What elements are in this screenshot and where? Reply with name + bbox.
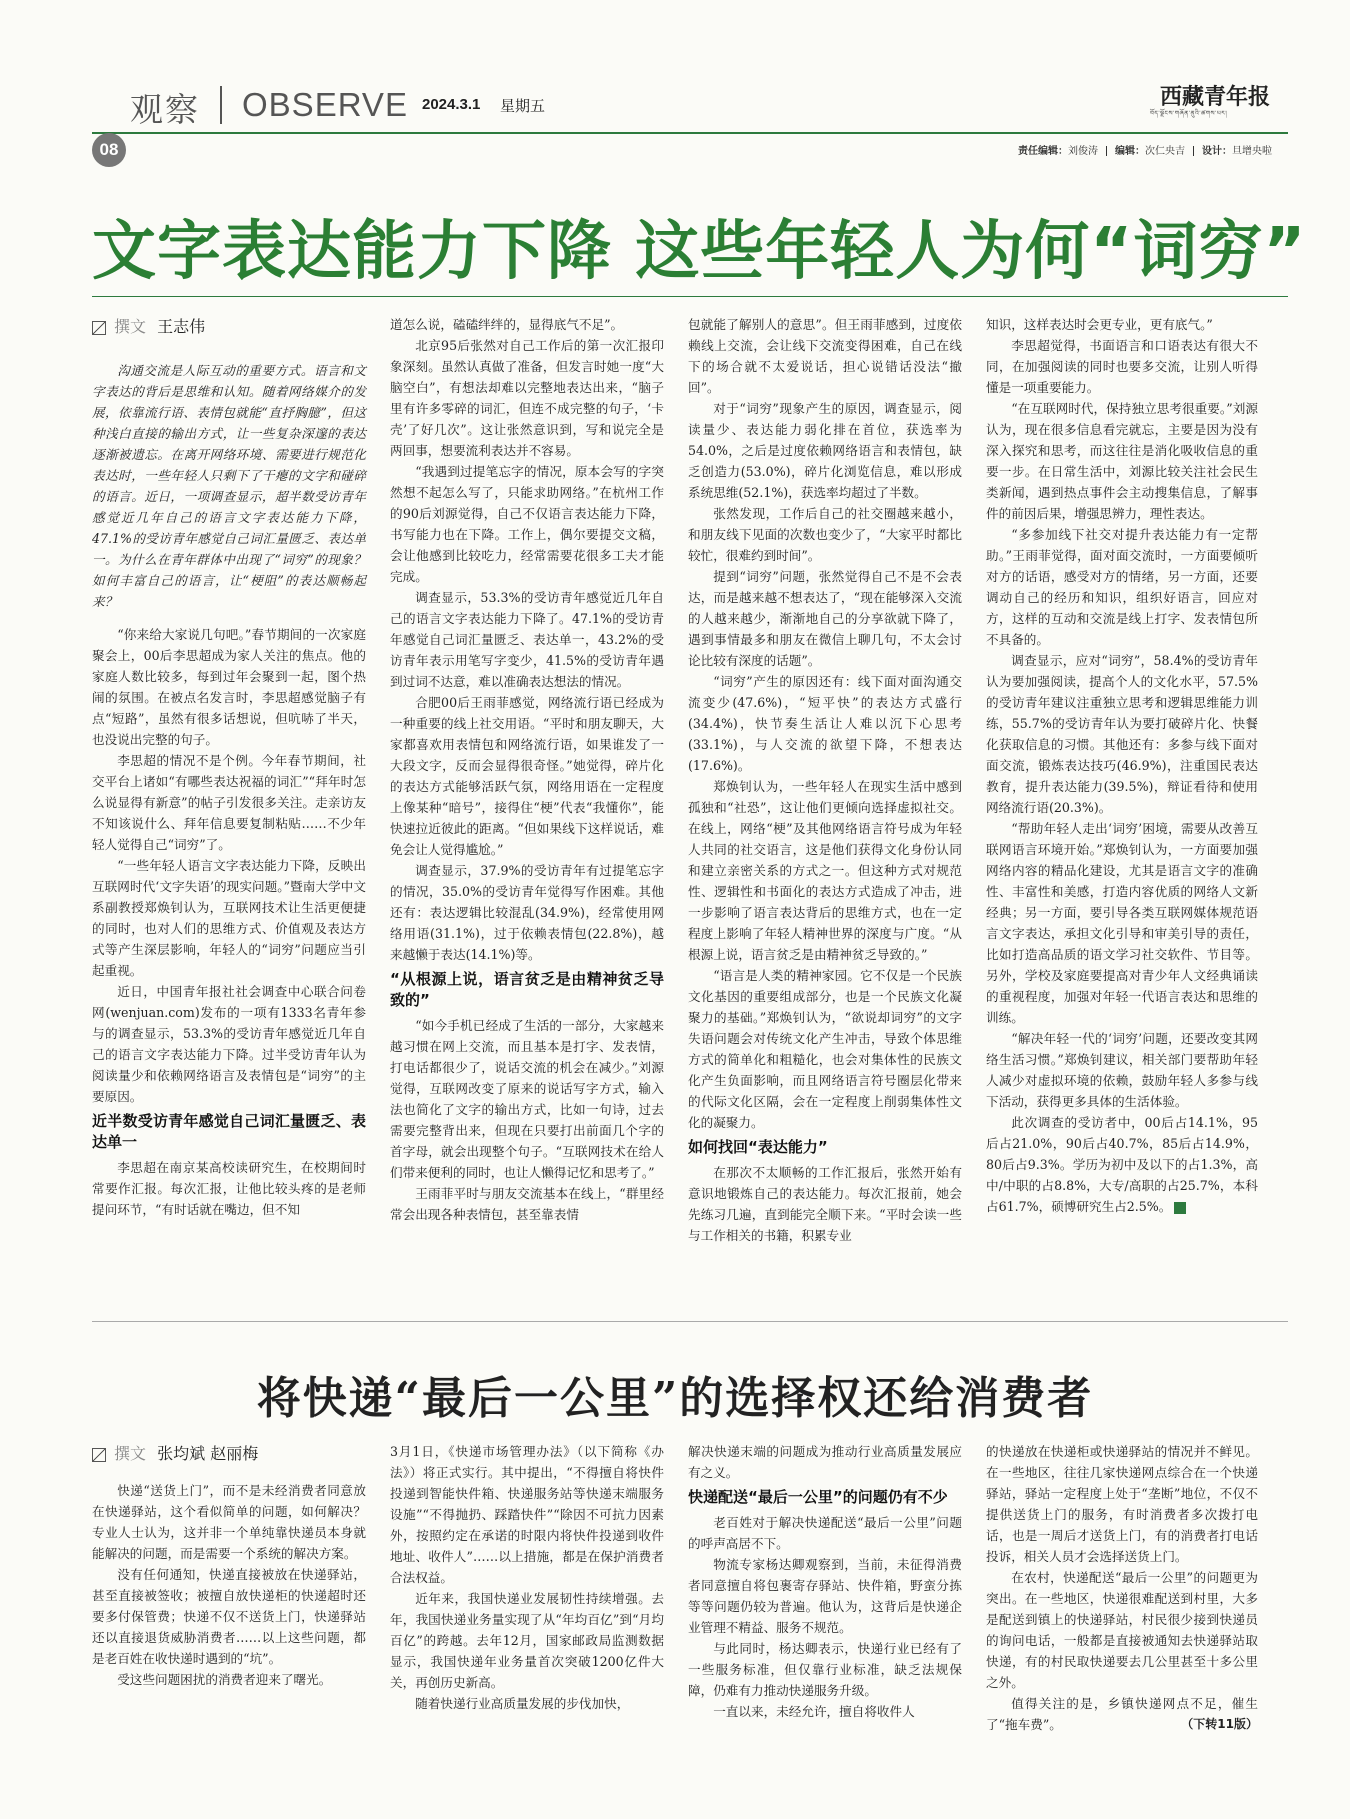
article1-column-4 (986, 314, 1258, 1217)
designer-label: 设计： (1202, 146, 1232, 157)
paragraph: 近年来，我国快递业发展韧性持续增强。去年，我国快递业务量实现了从“年均百亿”到“月均百亿”的跨越。去年12月，国家邮政局监测数据显示，我国快递年业务量首次突破1200亿件大关，再创历史新高。 (390, 1591, 664, 1690)
paragraph: 李思超的情况不是个例。今年春节期间，社交平台上诸如“有哪些表达祝福的词汇”“拜年时怎么说显得有新意”的帖子引发很多关注。走亲访友不知该说什么、拜年信息要复制粘贴……不少年轻人觉得自己“词穷”了。 (92, 753, 366, 852)
editor-label: 编辑： (1115, 146, 1145, 157)
chief-editor: 刘俊涛 (1068, 146, 1098, 157)
paragraph: 知识，这样表达时会更专业，更有底气。” (986, 317, 1213, 332)
paragraph: “我遇到过提笔忘字的情况，原本会写的字突然想不起怎么写了，只能求助网络。”在杭州工作的90后刘源觉得，自己不仅语言表达能力下降，书写能力也在下降。工作上，偶尔要提交文稿，会让他感到比较吃力，经常需要花很多工夫才能完成。 (390, 464, 664, 584)
article2-headline: 将快递“最后一公里”的选择权还给消费者 (256, 1373, 1094, 1424)
paragraph: 提到“词穷”问题，张然觉得自己不是不会表达，而是越来越不想表达了，“现在能够深入交流的人越来越少，渐渐地自己的分享欲就下降了，遇到事情最多和朋友在微信上聊几句，不太会讨论比较有深度的话题”。 (688, 569, 962, 668)
byline-tag: 撰文 (114, 317, 147, 336)
subhead: “从根源上说，语言贫乏是由精神贫乏导致的” (390, 970, 664, 1009)
article1-lede (92, 360, 366, 612)
paragraph: “多参加线下社交对提升表达能力有一定帮助。”王雨菲觉得，面对面交流时，一方面要倾听对方的话语，感受对方的情绪，另一方面，还要调动自己的经历和知识，组织好语言，回应对方，这样的互动和交流是线上打字、发表情包所不具备的。 (986, 527, 1258, 647)
chief-editor-label: 责任编辑： (1018, 146, 1068, 157)
paragraph: 解决快递末端的问题成为推动行业高质量发展应有之义。 (688, 1444, 962, 1480)
paragraph: 李思超觉得，书面语言和口语表达有很大不同，在加强阅读的同时也要多交流，让别人听得懂是一项重要能力。 (986, 338, 1258, 395)
paragraph: 近日，中国青年报社社会调查中心联合问卷网(wenjuan.com)发布的一项有1333名青年参与的调查显示，53.3%的受访青年感觉近几年自己的语言文字表达能力下降。过半受访青年认为阅读量少和依赖网络语言及表情包是“词穷”的主要原因。 (92, 984, 366, 1104)
page-number: 08 (92, 133, 126, 167)
newspaper-logo-tibetan: བོད་ལྗོངས་གཞོན་ནུའི་ཚགས་པར། (1150, 110, 1228, 117)
designer: 旦增央啦 (1232, 146, 1272, 157)
newspaper-logo: 西藏青年报 (1160, 84, 1271, 110)
paragraph: “如今手机已经成了生活的一部分，大家越来越习惯在网上交流，而且基本是打字、发表情，打电话都很少了，说话交流的机会在减少。”刘源觉得，互联网改变了原来的说话写字方式，输入法也简化了文字的输出方式，比如一句诗，过去需要完整背出来，但现在只要打出前面几个字的首字母，就会出现整个句子。“互联网技术在给人们带来便利的同时，也让人懒得记忆和思考了。” (390, 1018, 664, 1180)
paragraph: “语言是人类的精神家园。它不仅是一个民族文化基因的重要组成部分，也是一个民族文化凝聚力的基础。”郑焕钊认为，“欲说却词穷”的文字失语问题会对传统文化产生冲击，导致个体思维方式的简单化和粗糙化，也会对集体性的民族文化产生负面影响，而且网络语言符号圈层化带来的代际文化区隔，会在一定程度上削弱集体性文化的凝聚力。 (688, 968, 962, 1130)
article-divider (92, 1321, 1288, 1322)
paragraph: 3月1日，《快递市场管理办法》（以下简称《办法》）将正式实行。其中提出，“不得擅自将快件投递到智能快件箱、快递服务站等快递末端服务设施”“不得抛扔、踩踏快件”“除因不可抗力因素外，按照约定在承诺的时限内将快件投递到收件地址、收件人”……以上措施，都是在保护消费者合法权益。 (390, 1444, 664, 1585)
paragraph: “在互联网时代，保持独立思考很重要。”刘源认为，现在很多信息看完就忘，主要是因为没有深入探究和思考，而这往往是消化吸收信息的重要一步。在日常生活中，刘源比较关注社会民生类新闻，遇到热点事件会主动搜集信息，了解事件的前因后果，增强思辨力，理性表达。 (986, 401, 1258, 521)
subhead: 快递配送“最后一公里”的问题仍有不少 (688, 1488, 948, 1506)
subhead: 近半数受访青年感觉自己词汇量匮乏、表达单一 (92, 1112, 366, 1151)
issue-weekday: 星期五 (500, 97, 546, 115)
credits-divider (1106, 146, 1107, 156)
paragraph: 与此同时，杨达卿表示，快递行业已经有了一些服务标准，但仅靠行业标准，缺乏法规保障，仍难有力推动快递服务升级。 (688, 1641, 962, 1698)
paragraph: 对于“词穷”现象产生的原因，调查显示，阅读量少、表达能力弱化排在首位，获选率为54.0%，之后是过度依赖网络语言和表情包，缺乏创造力(53.0%)，碎片化浏览信息，难以形成系统思维(52.1%)，获选率均超过了半数。 (688, 401, 962, 500)
paragraph: 张然发现，工作后自己的社交圈越来越小，和朋友线下见面的次数也变少了，“大家平时都比较忙，很难约到时间”。 (688, 506, 962, 563)
paragraph: 包就能了解别人的意思”。但王雨菲感到，过度依赖线上交流，会让线下交流变得困难，自己在线下的场合就不太爱说话，担心说错话没法“撤回”。 (688, 317, 962, 395)
article2-authors: 张均斌 赵丽梅 (157, 1444, 259, 1463)
paragraph-text: 此次调查的受访者中，00后占14.1%，95后占21.0%，90后占40.7%，85后占14.9%，80后占9.3%。学历为初中及以下的占1.3%，高中/中职的占8.8%，大专/高职的占25.7%，本科占61.7%，硕博研究生占2.5%。 (986, 1115, 1258, 1214)
paragraph: 快递“送货上门”，而不是未经消费者同意放在快递驿站，这个看似简单的问题，如何解决？专业人士认为，这并非一个单纯靠快递员本身就能解决的问题，而是需要一个系统的解决方案。 (92, 1483, 366, 1561)
article2-column-3 (688, 1441, 962, 1722)
paragraph: 调查显示，37.9%的受访青年有过提笔忘字的情况，35.0%的受访青年觉得写作困难。其他还有：表达逻辑比较混乱(34.9%)，经常使用网络用语(31.1%)，过于依赖表情包(22.8%)，越来越懒于表达(14.1%)等。 (390, 863, 664, 962)
article1-byline (92, 314, 205, 337)
lede-text: 沟通交流是人际互动的重要方式。语言和文字表达的背后是思维和认知。随着网络媒介的发展，依靠流行语、表情包就能“直抒胸臆”，但这种浅白直接的输出方式，让一些复杂深邃的表达逐渐被遗忘。在离开网络环境、需要进行规范化表达时，一些年轻人只剩下了干瘪的文字和碰碎的语言。近日，一项调查显示，超半数受访青年感觉近几年自己的语言文字表达能力下降，47.1%的受访青年感觉自己词汇量匮乏、表达单一。为什么在青年群体中出现了“词穷”的现象？如何丰富自己的语言，让“梗阻”的表达顺畅起来？ (92, 363, 366, 609)
paragraph: “一些年轻人语言文字表达能力下降，反映出互联网时代‘文字失语’的现实问题。”暨南大学中文系副教授郑焕钊认为，互联网技术让生活更便捷的同时，也对人们的思维方式、价值观及表达方式等产生深层影响，年轻人的“词穷”问题应当引起重视。 (92, 858, 366, 978)
article1-column-1 (92, 360, 366, 1220)
article2-column-1 (92, 1480, 366, 1690)
paragraph: 在那次不太顺畅的工作汇报后，张然开始有意识地锻炼自己的表达能力。每次汇报前，她会先练习几遍，直到能完全顺下来。“平时会读一些与工作相关的书籍，积累专业 (688, 1165, 962, 1243)
pen-icon (92, 1448, 106, 1462)
section-divider (220, 86, 222, 124)
paragraph: “你来给大家说几句吧。”春节期间的一次家庭聚会上，00后李思超成为家人关注的焦点。他的家庭人数比较多，每到过年会聚到一起，图个热闹的氛围。在被点名发言时，李思超感觉脑子有点“短路”，虽然有很多话想说，但吭哧了半天，也没说出完整的句子。 (92, 627, 366, 747)
paragraph: 道怎么说，磕磕绊绊的，显得底气不足”。 (390, 317, 624, 332)
article2-byline (92, 1441, 258, 1464)
issue-date: 2024.3.1 (422, 96, 481, 113)
paragraph: 在农村，快递配送“最后一公里”的问题更为突出。在一些地区，快递很难配送到村里，大多是配送到镇上的快递驿站，村民很少接到快递员的询问电话，一般都是直接被通知去快递驿站取快递，有的村民取快递要去几公里甚至十多公里之外。 (986, 1570, 1258, 1690)
paragraph: 没有任何通知，快递直接被放在快递驿站，甚至直接被签收；被擅自放快递柜的快递超时还要多付保管费；快递不仅不送货上门，快递驿站还以直接退货威胁消费者……以上这些问题，都是老百姓在收快递时遇到的“坑”。 (92, 1567, 366, 1666)
paragraph: 的快递放在快递柜或快递驿站的情况并不鲜见。在一些地区，往往几家快递网点综合在一个快递驿站，驿站一定程度上处于“垄断”地位，不仅不提供送货上门的服务，有时消费者多次拨打电话，也是一周后才送货上门，有的消费者打电话投诉，相关人员才会选择送货上门。 (986, 1444, 1258, 1564)
article1-column-3 (688, 314, 962, 1246)
article1-author: 王志伟 (157, 317, 206, 336)
paragraph: 受这些问题困扰的消费者迎来了曙光。 (117, 1672, 332, 1687)
article1-headline: 文字表达能力下降 这些年轻人为何“词穷” (92, 215, 1307, 289)
paragraph: 王雨菲平时与朋友交流基本在线上，“群里经常会出现各种表情包，甚至靠表情 (390, 1186, 664, 1222)
paragraph: 郑焕钊认为，一些年轻人在现实生活中感到孤独和“社恐”，这让他们更倾向选择虚拟社交。在线上，网络“梗”及其他网络语言符号成为年轻人共同的社交语言，这是他们获得文化身份认同和建立亲密关系的方式之一。但这种方式对规范性、逻辑性和书面化的表达方式造成了冲击，进一步影响了语言表达背后的思维方式，也在一定程度上影响了年轻人精神世界的深度与广度。“从根源上说，语言贫乏是由精神贫乏导致的。” (688, 779, 962, 962)
header-rule (92, 132, 1288, 134)
paragraph-text: 值得关注的是，乡镇快递网点不足，催生了“拖车费”。 (986, 1696, 1258, 1732)
paragraph: “解决年轻一代的‘词穷’问题，还要改变其网络生活习惯。”郑焕钊建议，相关部门要帮助年轻人减少对虚拟环境的依赖，鼓励年轻人多参与线下活动，获得更多具体的生活体验。 (986, 1031, 1258, 1109)
continued-note: （下转11版） (1181, 1717, 1258, 1731)
section-title-en: OBSERVE (242, 86, 408, 123)
paragraph (986, 1693, 1258, 1735)
paragraph (986, 1112, 1258, 1217)
paragraph: 老百姓对于解决快递配送“最后一公里”问题的呼声高居不下。 (688, 1515, 962, 1551)
article2-column-2 (390, 1441, 664, 1714)
section-title-cn: 观察 (130, 90, 200, 129)
headline-rule (92, 296, 1288, 297)
credits-divider (1193, 146, 1194, 156)
byline-tag: 撰文 (114, 1444, 147, 1463)
paragraph: 物流专家杨达卿观察到，当前，未征得消费者同意擅自将包裹寄存驿站、快件箱，野蛮分拣等等问题仍较为普遍。他认为，这背后是快递企业管理不精益、服务不规范。 (688, 1557, 962, 1635)
article2-column-4 (986, 1441, 1258, 1735)
subhead: 如何找回“表达能力” (688, 1138, 828, 1156)
paragraph: 随着快递行业高质量发展的步伐加快， (415, 1696, 630, 1711)
article1-column-2 (390, 314, 664, 1225)
editor: 次仁央吉 (1145, 146, 1185, 157)
paragraph: “词穷”产生的原因还有：线下面对面沟通交流变少(47.6%)，“短平快”的表达方式盛行(34.4%)，快节奏生活让人难以沉下心思考(33.1%)，与人交流的欲望下降，不想表达(17.6%)。 (688, 674, 962, 773)
paragraph: 李思超在南京某高校读研究生，在校期间时常要作汇报。每次汇报，让他比较头疼的是老师提问环节，“有时话就在嘴边，但不知 (92, 1160, 366, 1217)
paragraph: 调查显示，应对“词穷”，58.4%的受访青年认为要加强阅读，提高个人的文化水平，57.5%的受访青年建议注重独立思考和逻辑思维能力训练，55.7%的受访青年认为要打破碎片化、快餐化获取信息的习惯。其他还有：多参与线下面对面交流，锻炼表达技巧(46.9%)，注重国民表达教育，提升表达能力(39.5%)，辩证看待和使用网络流行语(20.3%)。 (986, 653, 1258, 815)
paragraph: 调查显示，53.3%的受访青年感觉近几年自己的语言文字表达能力下降了。47.1%的受访青年感觉自己词汇量匮乏、表达单一，43.2%的受访青年表示用笔写字变少，41.5%的受访青年遇到过词不达意，难以准确表达想法的情况。 (390, 590, 664, 689)
paragraph: “帮助年轻人走出‘词穷’困境，需要从改善互联网语言环境开始。”郑焕钊认为，一方面要加强网络内容的精品化建设，尤其是语言文字的准确性、丰富性和美感，打造内容优质的网络人文新经典；另一方面，要引导各类互联网媒体规范语言文字表达，承担文化引导和审美引导的责任，比如打造高品质的语文学习社交软件、节目等。另外，学校及家庭要提高对青少年人文经典诵读的重视程度，加强对年轻一代语言表达和思维的训练。 (986, 821, 1258, 1025)
paragraph: 合肥00后王雨菲感觉，网络流行语已经成为一种重要的线上社交用语。“平时和朋友聊天，大家都喜欢用表情包和网络流行语，如果谁发了一大段文字，反而会显得很奇怪。”她觉得，碎片化的表达方式能够活跃气氛，网络用语在一定程度上像某种“暗号”，接得住“梗”代表“我懂你”，能快速拉近彼此的距离。“但如果线下这样说话，难免会让人觉得尴尬。” (390, 695, 664, 857)
end-mark-icon (1174, 1202, 1186, 1214)
paragraph: 一直以来，未经允许，擅自将收件人 (713, 1704, 915, 1719)
pen-icon (92, 321, 106, 335)
editor-credits (1018, 142, 1272, 157)
paragraph: 北京95后张然对自己工作后的第一次汇报印象深刻。虽然认真做了准备，但发言时她一度“大脑空白”，有想法却难以完整地表达出来，“脑子里有许多零碎的词汇，但连不成完整的句子，‘卡壳’了好几次”。这让张然意识到，写和说完全是两回事，想要流利表达并不容易。 (390, 338, 664, 458)
